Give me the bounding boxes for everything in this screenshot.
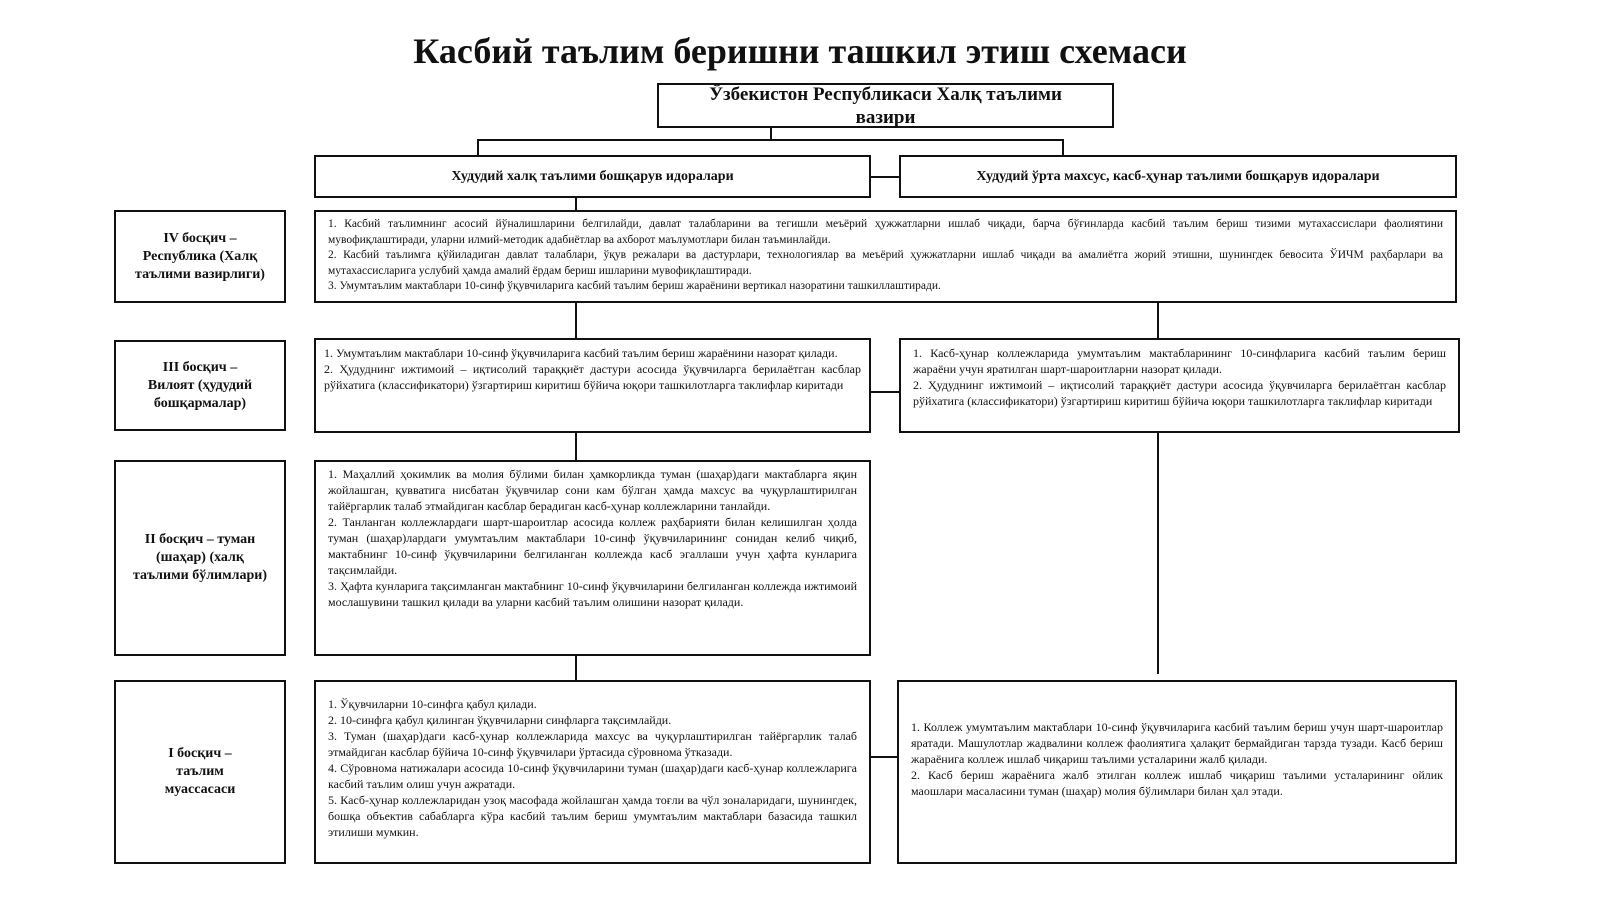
stage-3-left-item: 2. Ҳудуднинг ижтимоий – иқтисолий тараққиёт дастури асосида ўқувчиларга берилаётган касблар рўйхатига (классификатори) ўзгартириш киритиш бўйича юқори ташкилотларга таклифлар киритади xyxy=(324,362,861,392)
stage-2-left-item: 2. Танланган коллежлардаги шарт-шароитлар асосида коллеж раҳбарияти билан келишилган ҳолда туман (шаҳар)лардаги умумтаълим мактаблари 10-синф ўқувчиларининг сонидан келиб чиқиб, мактабнинг 10-синф ўқувчиларини белгиланган коллежда касб эгаллаши учун ҳафта кунларига тақсимлайди. xyxy=(328,515,857,577)
stage-1-left-item: 4. Сўровнома натижалари асосида 10-синф ўқувчиларини туман (шаҳар)даги касб-ҳунар коллежларига касбий таълим олиш учун ажратади. xyxy=(328,761,857,791)
connector xyxy=(575,656,577,680)
stage-1-left-item: 2. 10-синфга қабул қилинган ўқувчиларни синфларга тақсимлайди. xyxy=(328,713,672,727)
stage-1-left-content xyxy=(314,680,871,864)
stage-1-right-item: 1. Коллеж умумтаълим мактаблари 10-синф ўқувчиларига касбий таълим бериш учун шарт-шароитлар яратади. Машулотлар жадвалини коллеж фаолиятига ҳалақит бермайдиган тарзда тузади. Касб бериш жараёнига коллеж ишлаб чиқариш таълими усталарини жалб қилади. xyxy=(911,720,1443,766)
connector xyxy=(871,756,898,758)
header-right-label: Худудий ўрта махсус, касб-ҳунар таълими бошқарув идоралари xyxy=(976,168,1380,184)
connector xyxy=(575,433,577,460)
stage-2-box xyxy=(114,460,286,656)
stage-3-left-content xyxy=(314,338,871,433)
stage-3-label: III босқич – Вилоят (ҳудудий бошқармалар) xyxy=(147,359,253,411)
connector xyxy=(1157,433,1159,674)
connector xyxy=(477,139,479,155)
stage-3-right-item: 2. Ҳудуднинг ижтимоий – иқтисолий тараққиёт дастури асосида ўқувчиларга берилаётган касблар рўйхатига (классификатори) ўзгартириш киритиш бўйича юқори ташкилотларга таклифлар киритади xyxy=(913,378,1446,408)
regional-education-header xyxy=(314,155,871,198)
stage-1-label: I босқич – таълим муассасаси xyxy=(164,746,236,797)
connector xyxy=(1157,303,1159,340)
stage-3-box xyxy=(114,340,286,431)
stage-4-item: 1. Касбий таълимнинг асосий йўналишларини белгилайди, давлат талабларини ва тегишли меъёрий ҳужжатларни ишлаб чиқади, барча бўғинларда касбий таълим бериш тизими мутахассислари фаолиятини мувофиқлаштиради, уларни илмий-методик адабиётлар ва ахборот маълумотлари билан таъминлайди. xyxy=(328,218,1443,246)
minister-box xyxy=(657,83,1114,128)
connector xyxy=(575,303,577,340)
connector xyxy=(871,176,900,178)
regional-vocational-header xyxy=(899,155,1457,198)
stage-1-left-item: 3. Туман (шаҳар)даги касб-ҳунар коллежларида махсус ва чуқурлаштирилган тайёргарлик талаб этмайдиган касблар бўйича 10-синф ўқувчилари ўртасида сўровнома ўтказади. xyxy=(328,729,857,759)
minister-label: Ўзбекистон Республикаси Халқ таълими вазири xyxy=(709,83,1062,128)
stage-1-right-content xyxy=(897,680,1457,864)
stage-4-content xyxy=(314,210,1457,303)
header-left-label: Худудий халқ таълими бошқарув идоралари xyxy=(451,168,734,184)
connector xyxy=(1062,139,1064,155)
stage-4-item: 3. Умумтаълим мактаблари 10-синф ўқувчиларига касбий таълим бериш жараёнини вертикал назоратини ташкиллаштиради. xyxy=(328,280,941,292)
stage-2-left-item: 3. Ҳафта кунларига тақсимланган мактабнинг 10-синф ўқувчиларини белгиланган коллежда ижтимоий мослашувини ташкил қилади ва уларни касбий таълим олишини назорат қилади. xyxy=(328,579,857,609)
connector xyxy=(575,196,577,211)
connector xyxy=(871,391,900,393)
page-title: Касбий таълим беришни ташкил этиш схемаси xyxy=(413,31,1187,71)
stage-4-label: IV босқич – Республика (Халқ таълими вазирлиги) xyxy=(135,230,265,282)
stage-1-box xyxy=(114,680,286,864)
stage-3-right-item: 1. Касб-ҳунар коллежларида умумтаълим мактабларининг 10-синфларига касбий таълим бериш жараёни учун яратилган шарт-шароитларни назорат қилади. xyxy=(913,346,1446,376)
stage-4-item: 2. Касбий таълимга қўйиладиган давлат талаблари, ўқув режалари ва дастурлари, технологиялар ва меъёрий ҳужжатларни ишлаб чиқади ва амалиётга жорий этишни, шунингдек бевосита ЎИЧМ раҳбарлари ва мутахассисларига услубий ҳамда амалий ёрдам бериш ишларини мувофиқлаштиради. xyxy=(328,249,1443,277)
stage-3-left-item: 1. Умумтаълим мактаблари 10-синф ўқувчиларига касбий таълим бериш жараёнини назорат қилади. xyxy=(324,346,838,360)
stage-2-label: II босқич – туман (шаҳар) (халқ таълими бўлимлари) xyxy=(132,532,268,583)
stage-4-box xyxy=(114,210,286,303)
stage-3-right-content xyxy=(899,338,1460,433)
connector xyxy=(477,139,1064,141)
stage-2-left-content xyxy=(314,460,871,656)
stage-2-left-item: 1. Маҳаллий ҳокимлик ва молия бўлими билан ҳамкорликда туман (шаҳар)даги мактабларга яқин жойлашган, қувватига нисбатан ўқувчилар сони кам бўлган ҳамда махсус ва чуқурлаштирилган тайёргарлик талаб этмайдиган касблар берадиган касб-ҳунар коллежларини танлайди. xyxy=(328,467,857,513)
stage-1-right-item: 2. Касб бериш жараёнига жалб этилган коллеж ишлаб чиқариш таълими усталарининг ойлик маошлари масаласини туман (шаҳар) молия бўлимлари билан ҳал этади. xyxy=(911,768,1443,798)
stage-1-left-item: 5. Касб-ҳунар коллежларидан узоқ масофада жойлашган ҳамда тоғли ва чўл зоналаридаги, шунингдек, бошқа объектив сабабларга кўра касбий таълим бериш умумтаълим мактаблари базасида ташкил этилиши мумкин. xyxy=(328,793,857,839)
stage-1-left-item: 1. Ўқувчиларни 10-синфга қабул қилади. xyxy=(328,697,537,711)
